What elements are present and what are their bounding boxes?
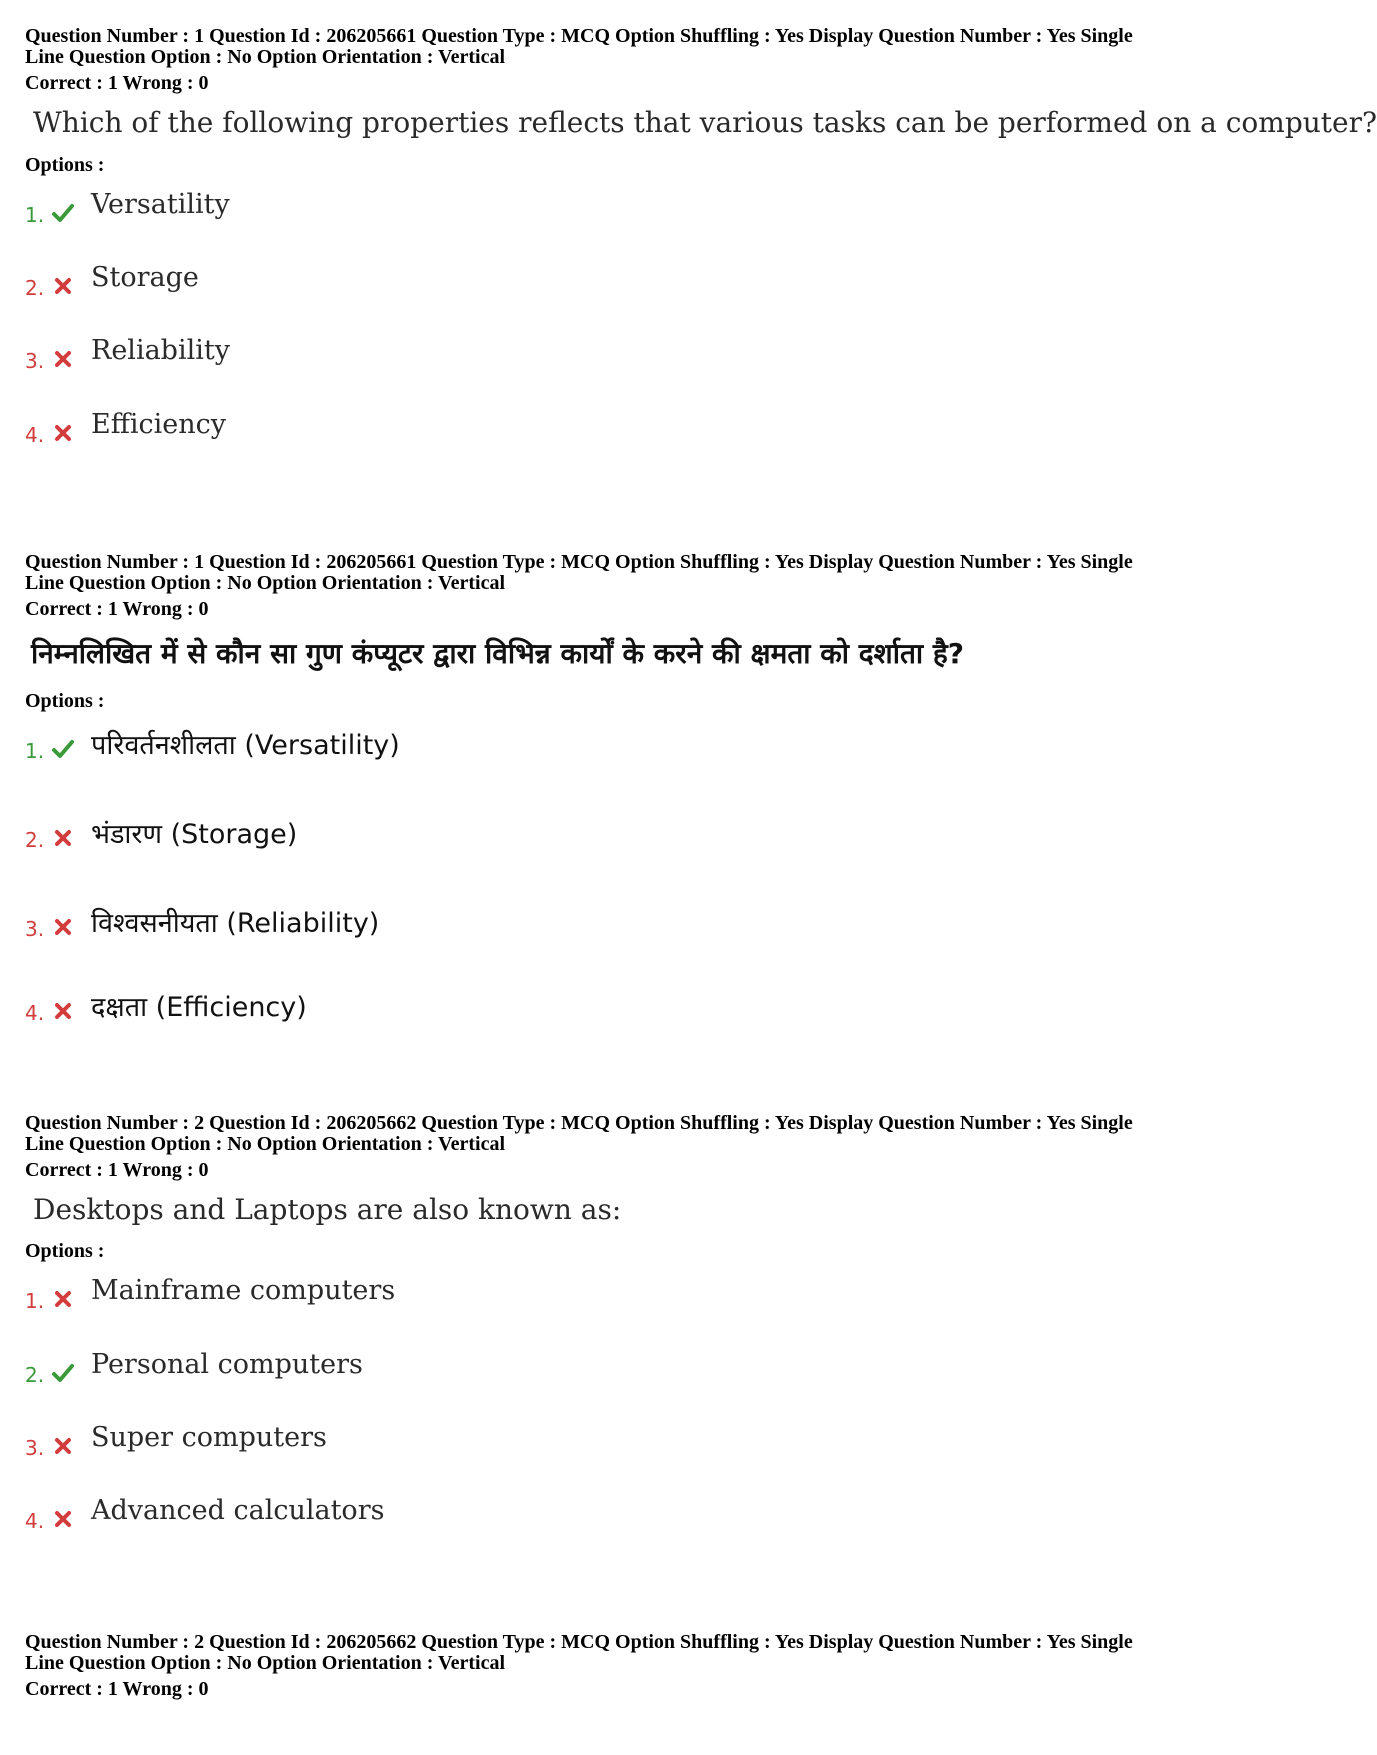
- question-block-4: [25, 1632, 1220, 1700]
- option-2: [25, 814, 1125, 854]
- option-text: Personal computers: [91, 1349, 363, 1380]
- option-number: 4.: [25, 1001, 45, 1025]
- cross-icon: [51, 1507, 75, 1531]
- question-block-2: [25, 551, 1220, 1025]
- option-4: [25, 987, 1125, 1027]
- check-icon: [51, 737, 75, 761]
- option-text: भंडारण (Storage): [91, 819, 298, 850]
- option-number: 1.: [25, 1289, 45, 1313]
- option-number: 2.: [25, 828, 45, 852]
- option-number: 4.: [25, 1509, 45, 1533]
- meta-line-2: Line Question Option : No Option Orientation : Vertical: [25, 572, 506, 594]
- question-meta: [25, 552, 1220, 594]
- option-4: [25, 1495, 1125, 1535]
- option-2: [25, 1349, 1125, 1389]
- option-1: [25, 1275, 1125, 1315]
- options-label: Options :: [25, 690, 105, 712]
- option-text: Advanced calculators: [91, 1495, 385, 1526]
- question-meta: [25, 26, 1220, 68]
- option-2: [25, 262, 1125, 302]
- meta-line-2: Line Question Option : No Option Orientation : Vertical: [25, 1133, 506, 1155]
- marks-info: Correct : 1 Wrong : 0: [25, 1678, 209, 1700]
- options-label: Options :: [25, 154, 105, 176]
- cross-icon: [51, 274, 75, 298]
- meta-line-1: Question Number : 2 Question Id : 206205662 Question Type : MCQ Option Shuffling : Yes Display Question Number : Yes Single: [25, 1631, 1133, 1653]
- option-number: 3.: [25, 1436, 45, 1460]
- meta-line-1: Question Number : 2 Question Id : 206205662 Question Type : MCQ Option Shuffling : Yes Display Question Number : Yes Single: [25, 1112, 1133, 1134]
- question-meta: [25, 1113, 1220, 1155]
- option-number: 1.: [25, 739, 45, 763]
- question-block-3: [25, 1112, 1220, 1533]
- question-block-1: [25, 25, 1377, 447]
- marks-info: Correct : 1 Wrong : 0: [25, 598, 209, 620]
- cross-icon: [51, 999, 75, 1023]
- option-number: 3.: [25, 917, 45, 941]
- option-number: 2.: [25, 1363, 45, 1387]
- option-number: 2.: [25, 276, 45, 300]
- meta-line-2: Line Question Option : No Option Orientation : Vertical: [25, 1652, 506, 1674]
- marks-info: Correct : 1 Wrong : 0: [25, 72, 209, 94]
- cross-icon: [51, 826, 75, 850]
- option-text: Super computers: [91, 1422, 327, 1453]
- option-text: परिवर्तनशीलता (Versatility): [91, 730, 400, 761]
- option-text: Storage: [91, 262, 199, 293]
- check-icon: [51, 201, 75, 225]
- option-number: 1.: [25, 203, 45, 227]
- cross-icon: [51, 1434, 75, 1458]
- question-text: Which of the following properties reflects that various tasks can be performed on a computer?: [33, 106, 1377, 139]
- cross-icon: [51, 915, 75, 939]
- question-meta: [25, 1632, 1220, 1674]
- question-text: निम्नलिखित में से कौन सा गुण कंप्यूटर द्वारा विभिन्न कार्यों के करने की क्षमता को दर्शाता है?: [31, 637, 965, 670]
- option-text: विश्वसनीयता (Reliability): [91, 908, 380, 939]
- cross-icon: [51, 421, 75, 445]
- option-text: Efficiency: [91, 409, 227, 440]
- options-label: Options :: [25, 1240, 105, 1262]
- option-text: Reliability: [91, 335, 230, 366]
- option-number: 3.: [25, 349, 45, 373]
- option-text: Versatility: [91, 189, 230, 220]
- option-text: दक्षता (Efficiency): [91, 992, 307, 1023]
- meta-line-1: Question Number : 1 Question Id : 206205661 Question Type : MCQ Option Shuffling : Yes Display Question Number : Yes Single: [25, 551, 1133, 573]
- meta-line-2: Line Question Option : No Option Orientation : Vertical: [25, 46, 506, 68]
- marks-info: Correct : 1 Wrong : 0: [25, 1159, 209, 1181]
- cross-icon: [51, 347, 75, 371]
- option-4: [25, 409, 1125, 449]
- option-3: [25, 1422, 1125, 1462]
- meta-line-1: Question Number : 1 Question Id : 206205661 Question Type : MCQ Option Shuffling : Yes Display Question Number : Yes Single: [25, 25, 1133, 47]
- option-text: Mainframe computers: [91, 1275, 396, 1306]
- cross-icon: [51, 1287, 75, 1311]
- option-number: 4.: [25, 423, 45, 447]
- option-3: [25, 335, 1125, 375]
- option-1: [25, 189, 1125, 229]
- option-3: [25, 903, 1125, 943]
- question-text: Desktops and Laptops are also known as:: [33, 1193, 622, 1226]
- option-1: [25, 725, 1125, 765]
- check-icon: [51, 1361, 75, 1385]
